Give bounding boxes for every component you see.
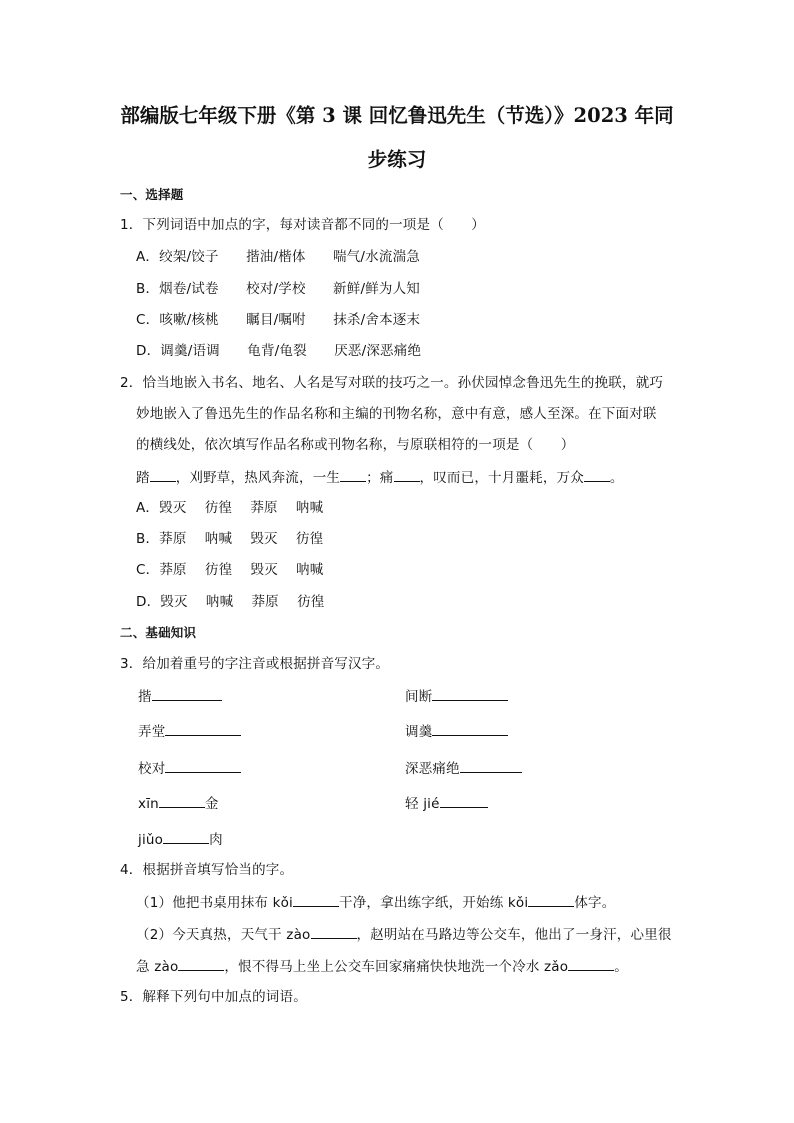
q3-blank-5[interactable]	[165, 758, 241, 773]
q3-blank-2[interactable]	[432, 686, 508, 701]
q1-option-d: D．调羹/语调 龟背/龟裂 厌恶/深恶痛绝	[136, 343, 422, 359]
q3-item-6: 深恶痛绝	[405, 758, 522, 779]
couplet-part-1: 踏	[136, 470, 150, 486]
q3-blank-8[interactable]	[440, 793, 488, 808]
q4-blank-3[interactable]	[311, 924, 357, 939]
q5-stem: 5．解释下列句中加点的词语。	[120, 989, 307, 1005]
q3-blank-9[interactable]	[163, 829, 209, 844]
couplet-part-5: 。	[609, 470, 624, 486]
section-heading-2: 二、基础知识	[120, 625, 197, 640]
q3-item-1: 揩	[138, 686, 222, 707]
couplet-part-4: ，叹而已，十月噩耗，万众	[419, 470, 584, 486]
q3-item-8: 轻 jié	[405, 793, 488, 814]
couplet-part-2: ，刈野草，热风奔流，一生	[175, 470, 341, 486]
q2-couplet	[136, 467, 624, 488]
q2-option-a: A．毁灭 彷徨 莽原 呐喊	[136, 500, 324, 516]
q4-line-1: （1）他把书桌用抹布 kǒi 干净，拿出练字纸，开始练 kǒi 体字。	[136, 892, 615, 913]
q1-option-a: A．绞架/饺子 揩油/楷体 喘气/水流湍急	[136, 249, 420, 265]
q3-item-5: 校对	[138, 758, 241, 779]
q1-option-c: C．咳嗽/核桃 瞩目/嘱咐 抹杀/舍本逐末	[136, 312, 421, 328]
couplet-blank-3[interactable]	[394, 467, 420, 482]
couplet-blank-1[interactable]	[150, 467, 176, 482]
q2-option-b: B．莽原 呐喊 毁灭 彷徨	[136, 531, 324, 547]
q3-blank-1[interactable]	[152, 686, 222, 701]
q4-blank-4[interactable]	[178, 956, 224, 971]
q3-item-9: jiǔo 肉	[138, 829, 223, 850]
q2-option-c: C．莽原 彷徨 毁灭 呐喊	[136, 562, 324, 578]
q4-blank-5[interactable]	[568, 956, 614, 971]
section-heading-1: 一、选择题	[120, 187, 184, 202]
q2-stem-line-3: 的横线处，依次填写作品名称或刊物名称，与原联相符的一项是（ ）	[136, 437, 575, 453]
q1-stem: 1．下列词语中加点的字，每对读音都不同的一项是（ ）	[120, 217, 485, 233]
q4-line-2: （2）今天真热，天气干 zào ，赵明站在马路边等公交车，他出了一身汗，心里很	[136, 924, 672, 945]
q3-item-7: xīn 金	[138, 793, 219, 814]
title-line-2: 步练习	[367, 148, 427, 171]
q4-blank-2[interactable]	[528, 892, 574, 907]
q3-item-3: 弄堂	[138, 721, 241, 742]
q1-option-b: B．烟卷/试卷 校对/学校 新鲜/鲜为人知	[136, 281, 421, 297]
q2-option-d: D．毁灭 呐喊 莽原 彷徨	[136, 594, 325, 610]
q4-line-3: 急 zào ，恨不得马上坐上公交车回家痛痛快快地洗一个冷水 zǎo 。	[136, 956, 628, 977]
q3-blank-4[interactable]	[432, 721, 508, 736]
couplet-blank-2[interactable]	[340, 467, 366, 482]
q2-stem-line-1: 2．恰当地嵌入书名、地名、人名是写对联的技巧之一。孙伏园悼念鲁迅先生的挽联，就巧	[120, 375, 664, 391]
q4-stem: 4．根据拼音填写恰当的字。	[120, 862, 294, 878]
q3-blank-7[interactable]	[159, 793, 205, 808]
q2-stem-line-2: 妙地嵌入了鲁迅先生的作品名称和主编的刊物名称，意中有意，感人至深。在下面对联	[136, 406, 657, 422]
q3-stem: 3．给加着重号的字注音或根据拼音写汉字。	[120, 656, 390, 672]
q3-blank-3[interactable]	[165, 721, 241, 736]
q4-blank-1[interactable]	[293, 892, 339, 907]
couplet-part-3: ；痛	[366, 470, 394, 486]
couplet-blank-4[interactable]	[584, 467, 610, 482]
q3-item-4: 调羹	[405, 721, 508, 742]
q3-blank-6[interactable]	[460, 758, 522, 773]
title-line-1: 部编版七年级下册《第 3 课 回忆鲁迅先生（节选）》2023 年同	[120, 104, 674, 127]
q3-item-2: 间断	[405, 686, 508, 707]
